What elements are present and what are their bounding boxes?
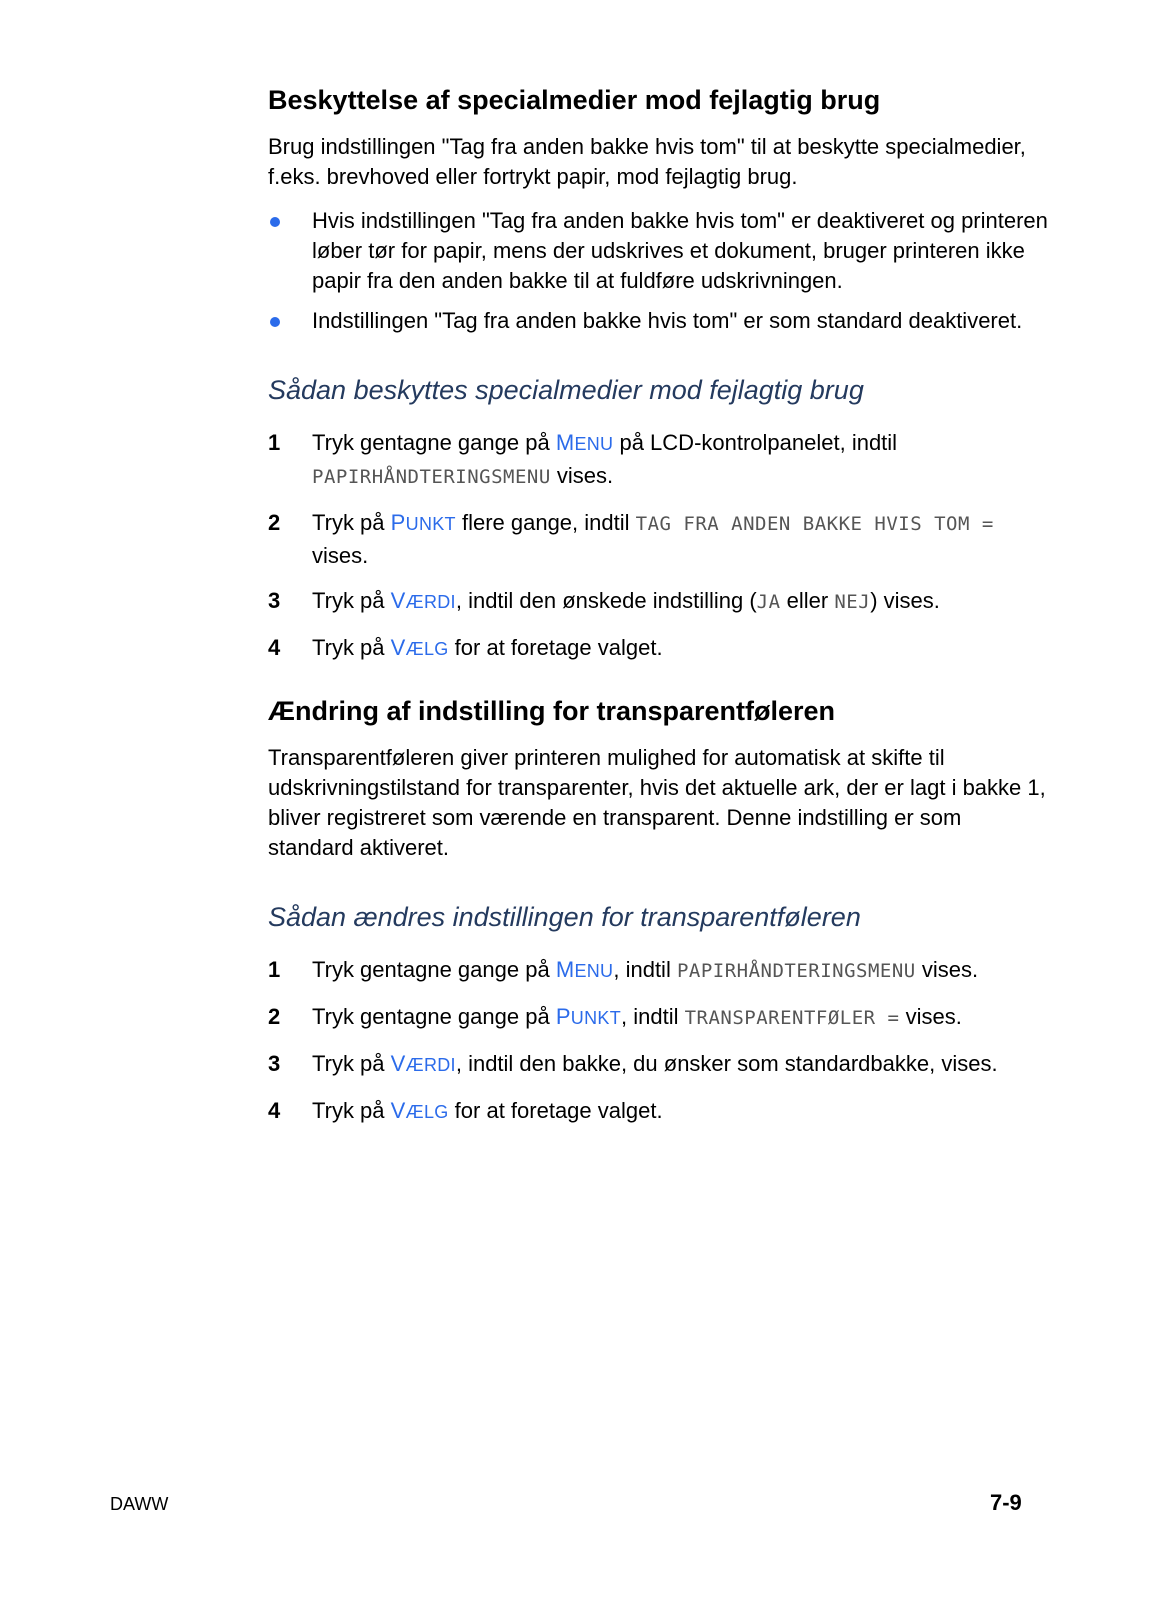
step-item: 2 Tryk på PUNKT flere gange, indtil TAG FRA ANDEN BAKKE HVIS TOM = vises. bbox=[268, 507, 1048, 571]
select-key-label: VÆLG bbox=[390, 634, 449, 660]
step-number: 2 bbox=[268, 1003, 281, 1029]
lcd-text: JA bbox=[756, 590, 781, 613]
bullet-dot-icon bbox=[270, 317, 280, 327]
select-key-label: VÆLG bbox=[390, 1097, 449, 1123]
bullet-item: Indstillingen "Tag fra anden bakke hvis tom" er som standard deaktiveret. bbox=[268, 306, 1048, 336]
step-number: 1 bbox=[268, 956, 281, 982]
lcd-text: PAPIRHÅNDTERINGSMENU bbox=[312, 465, 551, 488]
step-item: 2 Tryk gentagne gange på PUNKT, indtil TRANSPARENTFØLER = vises. bbox=[268, 1001, 1048, 1034]
procedure-heading-protect-media: Sådan beskyttes specialmedier mod fejlagtig brug bbox=[268, 375, 864, 406]
menu-key-label: MENU bbox=[555, 429, 614, 455]
item-key-label: PUNKT bbox=[390, 509, 456, 535]
procedure-steps-2 bbox=[268, 954, 1048, 1128]
lcd-text: TRANSPARENTFØLER = bbox=[684, 1006, 900, 1029]
page-number: 7-9 bbox=[990, 1490, 1022, 1515]
item-key-label: PUNKT bbox=[555, 1003, 621, 1029]
footer-doc-code: DAWW bbox=[110, 1494, 169, 1514]
step-item: 1 Tryk gentagne gange på MENU på LCD-kontrolpanelet, indtil PAPIRHÅNDTERINGSMENU vises. bbox=[268, 427, 1048, 493]
bullet-dot-icon bbox=[270, 217, 280, 227]
value-key-label: VÆRDI bbox=[390, 1050, 456, 1076]
step-number: 3 bbox=[268, 587, 281, 613]
section-intro-transparency-sensor: Transparentføleren giver printeren mulighed for automatisk at skifte til udskrivningstilstand for transparenter, hvis det aktuelle ark, der er lagt i bakke 1, bliver registreret som værende en transparent. Denne indstilling er som standard aktiveret. bbox=[268, 745, 1046, 861]
bullet-item: Hvis indstillingen "Tag fra anden bakke hvis tom" er deaktiveret og printeren løber tør for papir, mens der udskrives et dokument, bruger printeren ikke papir fra den anden bakke til at fuldføre udskrivningen. bbox=[268, 206, 1048, 296]
section-heading-protect-media: Beskyttelse af specialmedier mod fejlagtig brug bbox=[268, 85, 881, 115]
bullet-list bbox=[268, 206, 1048, 336]
step-number: 1 bbox=[268, 429, 281, 455]
procedure-steps-1 bbox=[268, 427, 1048, 665]
lcd-text: TAG FRA ANDEN BAKKE HVIS TOM = bbox=[635, 512, 994, 535]
step-item: 4 Tryk på VÆLG for at foretage valget. bbox=[268, 632, 1048, 665]
step-number: 4 bbox=[268, 1097, 281, 1123]
step-item: 3 Tryk på VÆRDI, indtil den ønskede indstilling (JA eller NEJ) vises. bbox=[268, 585, 1048, 618]
step-item: 1 Tryk gentagne gange på MENU, indtil PAPIRHÅNDTERINGSMENU vises. bbox=[268, 954, 1048, 987]
lcd-text: NEJ bbox=[834, 590, 871, 613]
procedure-heading-transparency-sensor: Sådan ændres indstillingen for transparentføleren bbox=[268, 902, 861, 933]
step-number: 4 bbox=[268, 634, 281, 660]
step-item: 4 Tryk på VÆLG for at foretage valget. bbox=[268, 1095, 1048, 1128]
page-content bbox=[268, 70, 1048, 1142]
step-number: 3 bbox=[268, 1050, 281, 1076]
section-intro-protect-media: Brug indstillingen "Tag fra anden bakke hvis tom" til at beskytte specialmedier, f.eks. brevhoved eller fortrykt papir, mod fejlagtig brug. bbox=[268, 134, 1026, 190]
step-number: 2 bbox=[268, 509, 281, 535]
menu-key-label: MENU bbox=[555, 956, 614, 982]
value-key-label: VÆRDI bbox=[390, 587, 456, 613]
section-heading-transparency-sensor: Ændring af indstilling for transparentføleren bbox=[268, 695, 836, 726]
step-item: 3 Tryk på VÆRDI, indtil den bakke, du ønsker som standardbakke, vises. bbox=[268, 1048, 1048, 1081]
lcd-text: PAPIRHÅNDTERINGSMENU bbox=[676, 959, 916, 982]
